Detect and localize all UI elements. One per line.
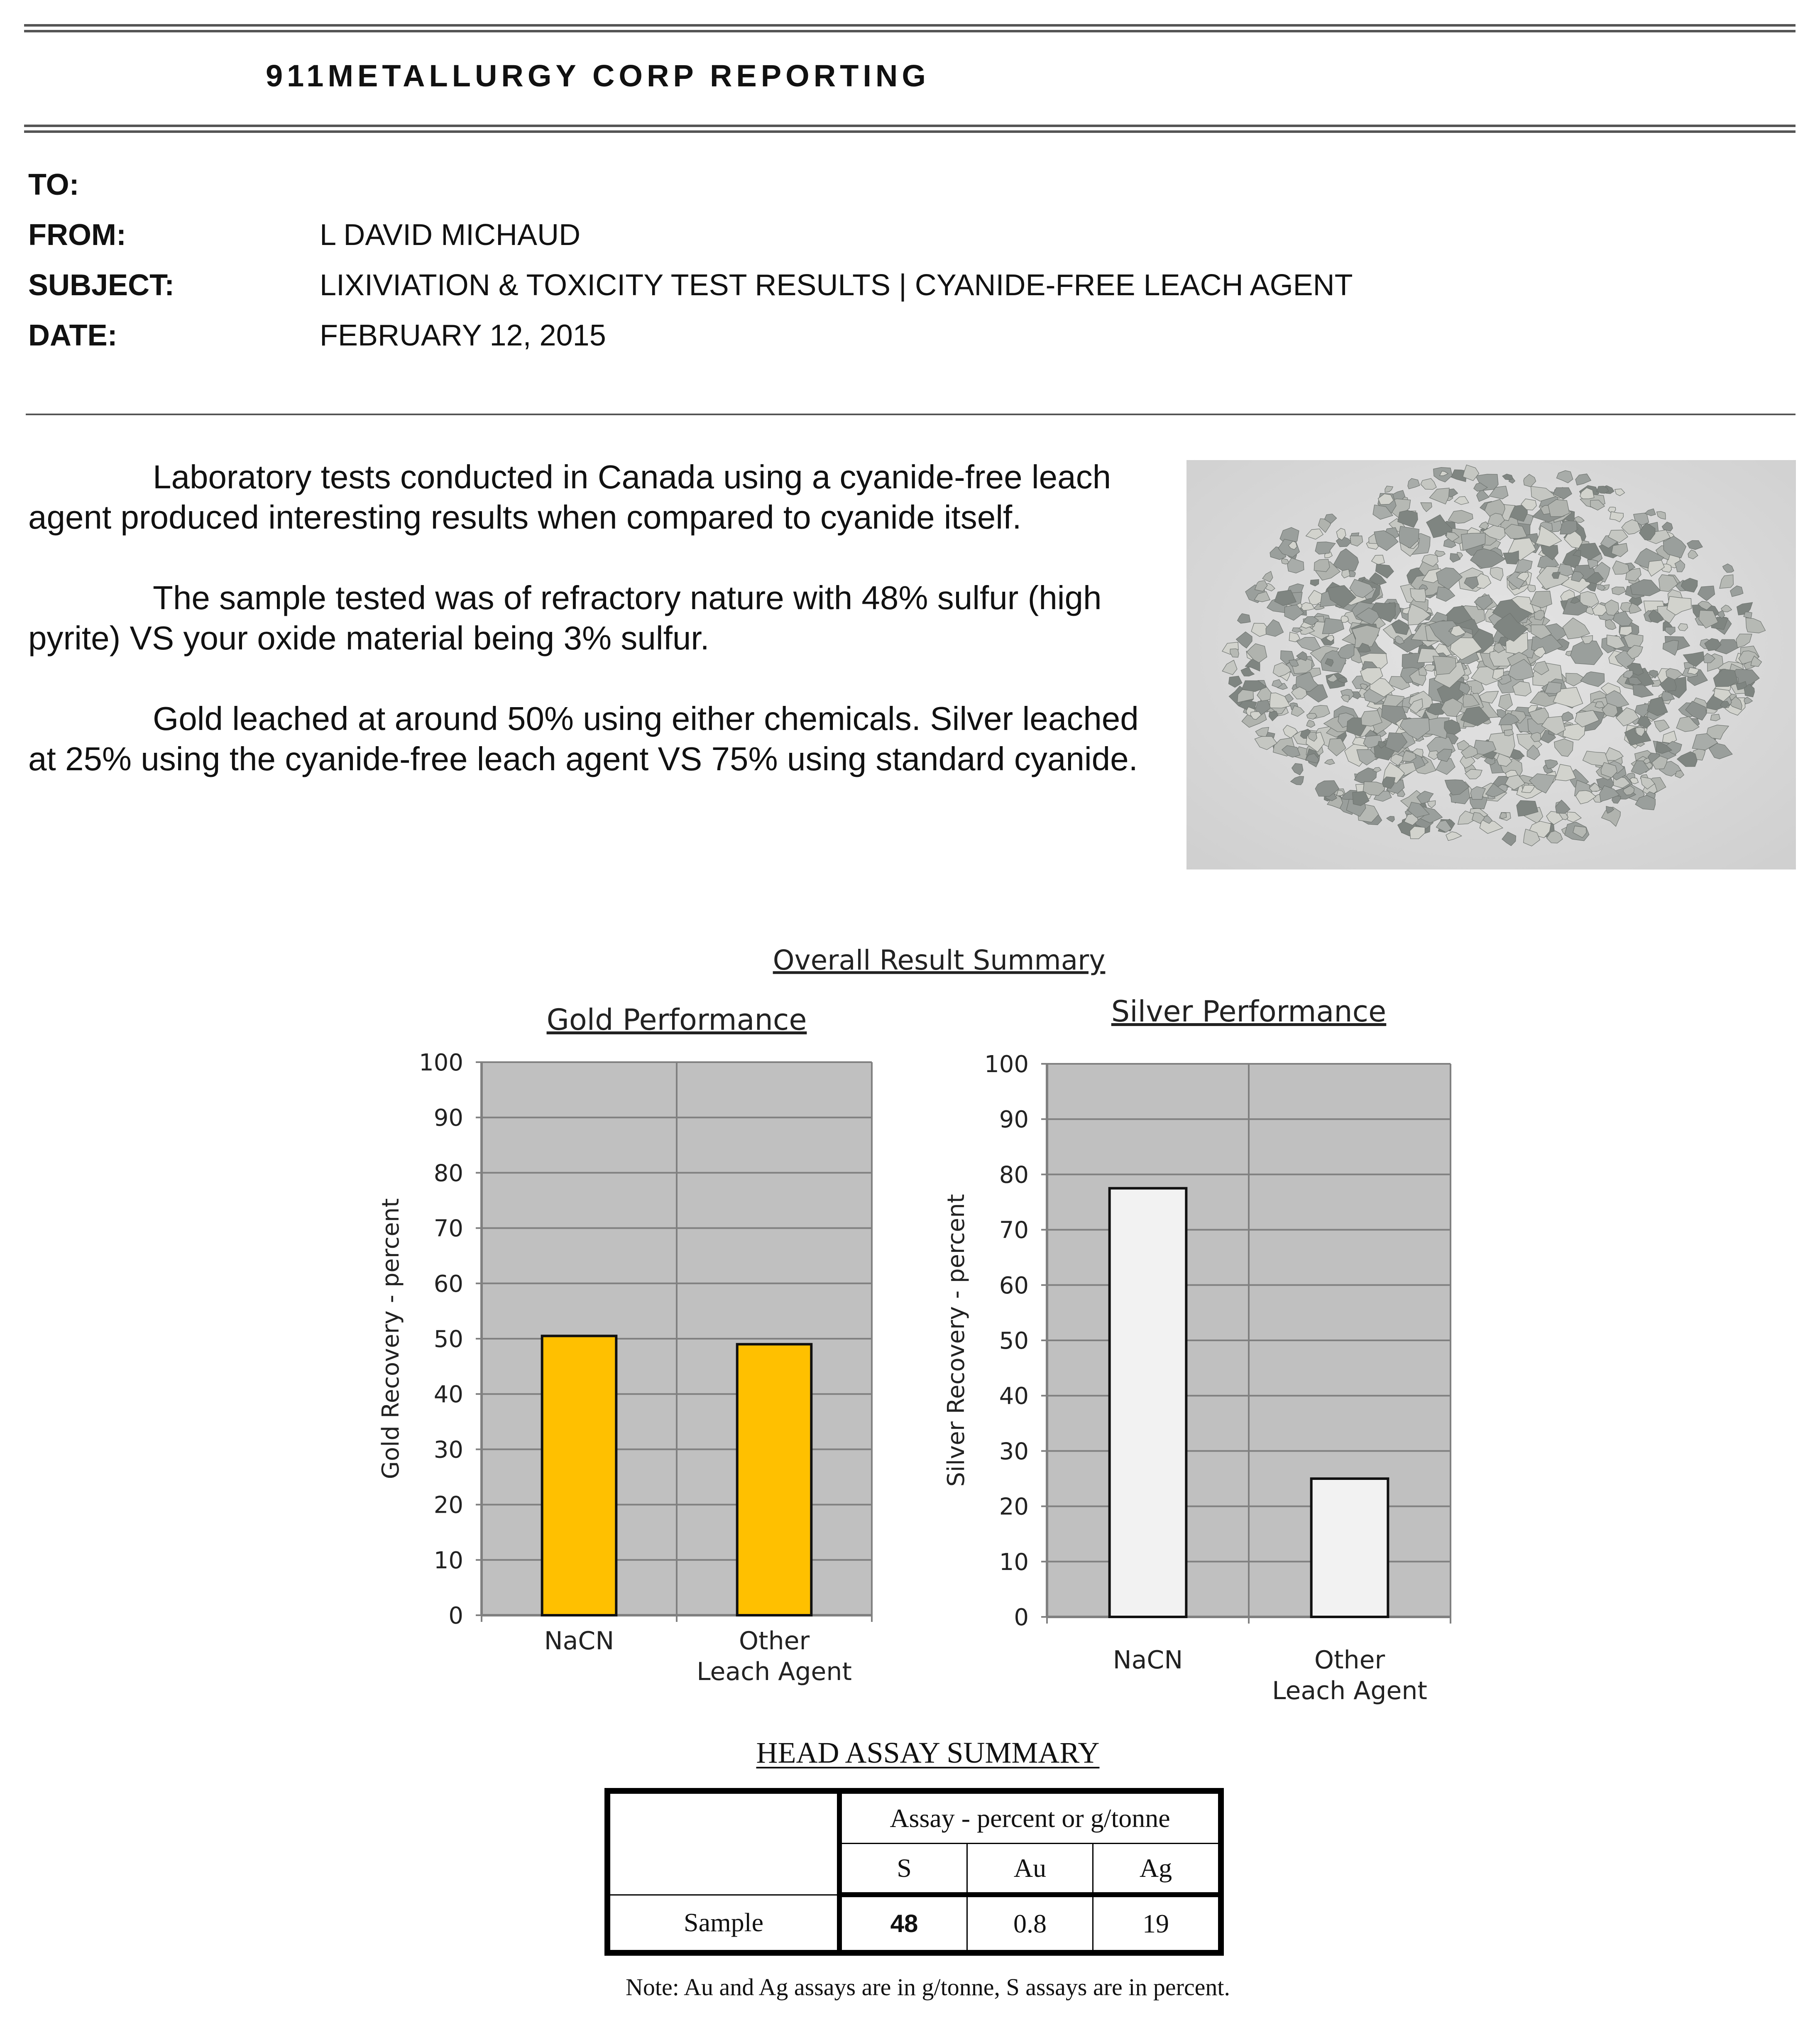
ore-sample-photo — [1186, 460, 1796, 869]
gold-ytick-label: 90 — [433, 1105, 463, 1132]
silver-ytick-label: 50 — [999, 1327, 1029, 1354]
paragraph-2: The sample tested was of refractory nature with 48% sulfur (high pyrite) VS your oxide material being 3% sulfur. — [28, 579, 1102, 656]
subject-value: LIXIVIATION & TOXICITY TEST RESULTS | CYANIDE-FREE LEACH AGENT — [320, 269, 1353, 302]
assay-group-header: Assay - percent or g/tonne — [839, 1791, 1221, 1843]
gold-ytick-label: 80 — [433, 1160, 463, 1187]
silver-ytick-label: 60 — [999, 1272, 1029, 1299]
silver-bar-nacn — [1110, 1188, 1186, 1617]
from-value: L DAVID MICHAUD — [320, 218, 581, 252]
result-summary-charts — [0, 930, 1820, 1719]
silver-ytick-label: 100 — [984, 1051, 1029, 1078]
date-value: FEBRUARY 12, 2015 — [320, 319, 606, 352]
assay-col-au: Au — [967, 1843, 1093, 1895]
rock-fragment — [1528, 585, 1536, 592]
gold-ytick-label: 10 — [433, 1547, 463, 1574]
gold-bar-other-leach-agent — [737, 1344, 812, 1615]
to-label: TO: — [28, 168, 79, 201]
report-title: 911METALLURGY CORP REPORTING — [266, 59, 930, 93]
silver-ytick-label: 0 — [1014, 1604, 1029, 1631]
top-double-rule — [24, 24, 1796, 32]
silver-bar-other-leach-agent — [1311, 1479, 1388, 1617]
paragraph-1: Laboratory tests conducted in Canada using a cyanide-free leach agent produced interesting results when compared to cyanide itself. — [28, 458, 1111, 536]
silver-ytick-label: 20 — [999, 1493, 1029, 1521]
gold-ytick-label: 100 — [419, 1049, 463, 1076]
gold-ytick-label: 0 — [448, 1602, 463, 1629]
gold-performance-chart — [377, 1003, 872, 1686]
gold-ytick-label: 20 — [433, 1492, 463, 1519]
assay-table — [604, 1788, 1224, 1956]
date-label: DATE: — [28, 319, 117, 352]
silver-title: Silver Performance — [1111, 994, 1387, 1029]
silver-ytick-label: 10 — [999, 1548, 1029, 1576]
assay-row-label: Sample — [607, 1895, 839, 1953]
memo-divider — [26, 414, 1796, 415]
silver-category-label: Other — [1314, 1646, 1385, 1675]
gold-ytick-label: 30 — [433, 1436, 463, 1464]
gold-category-label: NaCN — [544, 1626, 614, 1656]
silver-ytick-label: 80 — [999, 1161, 1029, 1189]
assay-title: HEAD ASSAY SUMMARY — [756, 1736, 1100, 1769]
assay-col-ag: Ag — [1093, 1843, 1221, 1895]
assay-value-au: 0.8 — [967, 1895, 1093, 1953]
gold-bar-nacn — [542, 1336, 616, 1615]
assay-value-ag: 19 — [1093, 1895, 1221, 1953]
header-double-rule — [24, 125, 1796, 133]
silver-ytick-label: 90 — [999, 1106, 1029, 1134]
body-text — [28, 457, 1174, 819]
from-label: FROM: — [28, 218, 126, 252]
silver-ytick-label: 30 — [999, 1438, 1029, 1465]
gold-category-label: Other — [739, 1626, 810, 1656]
subject-label: SUBJECT: — [28, 269, 175, 302]
silver-category-label: NaCN — [1113, 1646, 1183, 1675]
gold-ytick-label: 70 — [433, 1215, 463, 1242]
gold-ytick-label: 60 — [433, 1270, 463, 1298]
assay-col-s: S — [839, 1843, 967, 1895]
gold-category-label: Leach Agent — [697, 1657, 852, 1686]
silver-category-label: Leach Agent — [1272, 1676, 1427, 1705]
assay-value-s: 48 — [839, 1895, 967, 1953]
silver-performance-chart — [943, 994, 1451, 1705]
paragraph-3: Gold leached at around 50% using either chemicals. Silver leached at 25% using the cyanide-free leach agent VS 75% using standard cyanide. — [28, 700, 1139, 777]
silver-ylabel: Silver Recovery - percent — [943, 1194, 970, 1487]
gold-ytick-label: 50 — [433, 1326, 463, 1353]
gold-title: Gold Performance — [546, 1003, 807, 1037]
gold-ytick-label: 40 — [433, 1381, 463, 1408]
silver-ytick-label: 40 — [999, 1383, 1029, 1410]
summary-title: Overall Result Summary — [773, 944, 1106, 976]
assay-note: Note: Au and Ag assays are in g/tonne, S assays are in percent. — [625, 1974, 1230, 2001]
silver-ytick-label: 70 — [999, 1217, 1029, 1244]
assay-empty-header — [607, 1791, 839, 1895]
gold-ylabel: Gold Recovery - percent — [377, 1198, 404, 1479]
